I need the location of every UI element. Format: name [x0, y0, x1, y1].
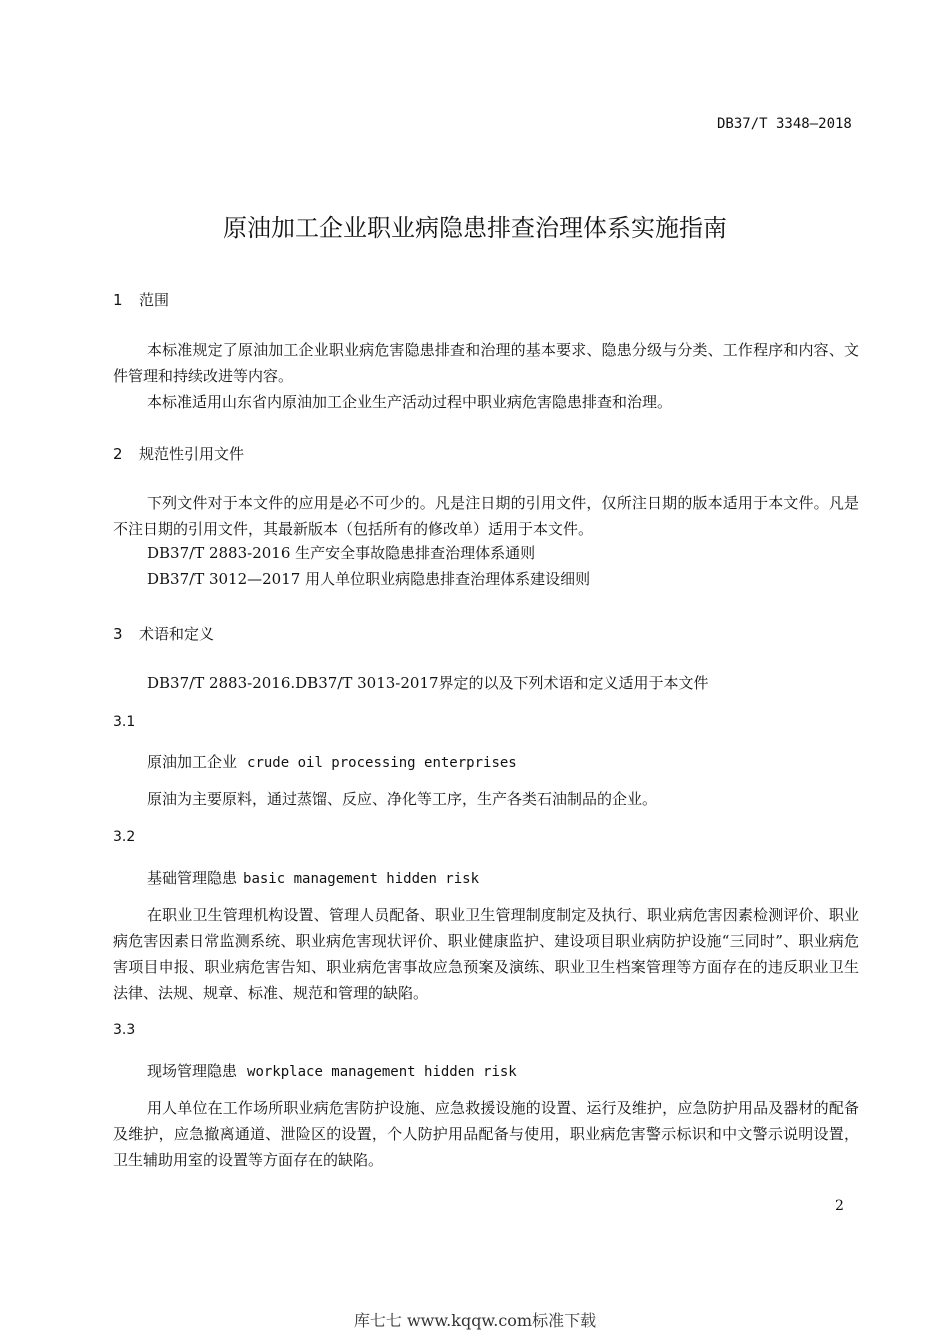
- term-definition: 用人单位在工作场所职业病危害防护设施、应急救援设施的设置、运行及维护，应急防护用品及器材的配备及维护，应急撤离通道、泄险区的设置，个人防护用品配备与使用，职业病危害警示标识和中文警示说明设置，卫生辅助用室的设置等方面存在的缺陷。: [113, 1099, 859, 1169]
- section-heading-3: [113, 623, 214, 644]
- term-definition: 在职业卫生管理机构设置、管理人员配备、职业卫生管理制度制定及执行、职业病危害因素检测评价、职业病危害因素日常监测系统、职业病危害现状评价、职业健康监护、建设项目职业病防护设施“三同时”、职业病危害项目申报、职业病危害告知、职业病危害事故应急预案及演练、职业卫生档案管理等方面存在的违反职业卫生法律、法规、规章、标准、规范和管理的缺陷。: [113, 906, 859, 1002]
- term-chinese: 基础管理隐患: [147, 869, 238, 887]
- section-title: 术语和定义: [139, 625, 215, 643]
- paragraph: 本标准规定了原油加工企业职业病危害隐患排查和治理的基本要求、隐患分级与分类、工作程序和内容、文件管理和持续改进等内容。: [113, 341, 859, 385]
- term-chinese: 现场管理隐患: [147, 1062, 238, 1080]
- term-chinese: 原油加工企业: [147, 753, 238, 771]
- paragraph: 本标准适用山东省内原油加工企业生产活动过程中职业病危害隐患排查和治理。: [147, 393, 673, 411]
- term-entry: [147, 751, 517, 772]
- term-entry: [147, 867, 479, 888]
- footer-watermark: 库七七 www.kqqw.com标准下载: [353, 1311, 597, 1330]
- section-number: 2: [113, 445, 123, 463]
- term-definition: 原油为主要原料，通过蒸馏、反应、净化等工序，生产各类石油制品的企业。: [147, 790, 658, 808]
- term-english: basic management hidden risk: [243, 871, 480, 887]
- section-heading-1: [113, 289, 169, 310]
- paragraph: DB37/T 2883-2016.DB37/T 3013-2017界定的以及下列术语和定义适用于本文件: [147, 674, 709, 692]
- document-code: DB37/T 3348—2018: [717, 116, 852, 132]
- term-english: workplace management hidden risk: [247, 1064, 517, 1080]
- page-number: 2: [835, 1198, 844, 1214]
- section-title: 规范性引用文件: [139, 445, 245, 463]
- section-number: 1: [113, 291, 123, 309]
- paragraph: 下列文件对于本文件的应用是必不可少的。凡是注日期的引用文件，仅所注日期的版本适用于本文件。凡是不注日期的引用文件，其最新版本（包括所有的修改单）适用于本文件。: [113, 494, 859, 538]
- subsection-number: 3.1: [113, 714, 136, 730]
- section-title: 范围: [139, 291, 170, 309]
- subsection-number: 3.3: [113, 1022, 136, 1038]
- section-number: 3: [113, 625, 123, 643]
- reference-item: DB37/T 2883-2016 生产安全事故隐患排查治理体系通则: [147, 544, 536, 562]
- document-title: 原油加工企业职业病隐患排查治理体系实施指南: [223, 214, 727, 242]
- subsection-number: 3.2: [113, 829, 136, 845]
- term-english: crude oil processing enterprises: [247, 755, 517, 771]
- term-entry: [147, 1060, 517, 1081]
- reference-item: DB37/T 3012—2017 用人单位职业病隐患排查治理体系建设细则: [147, 570, 591, 588]
- section-heading-2: [113, 443, 244, 464]
